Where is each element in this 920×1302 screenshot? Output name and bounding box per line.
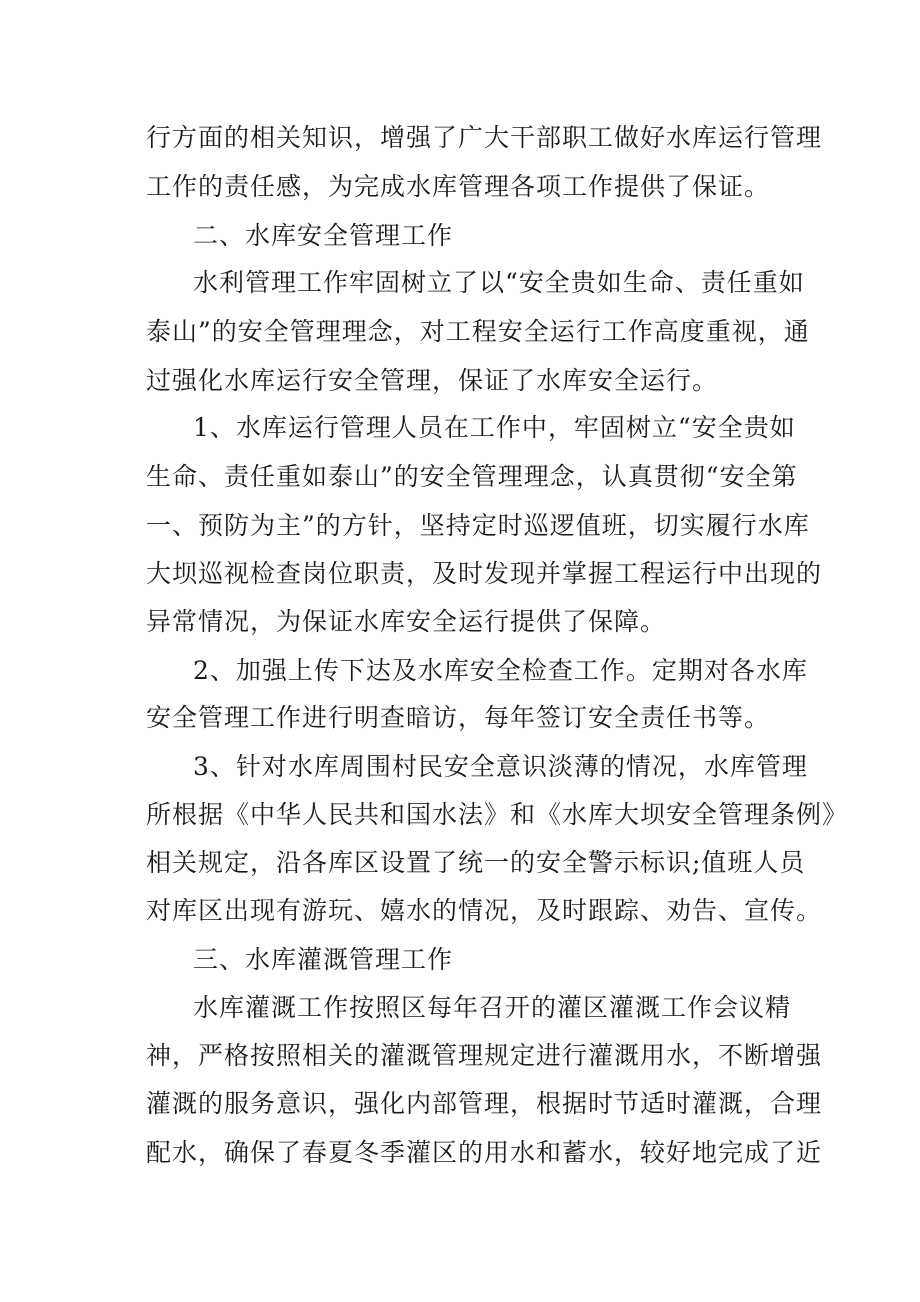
text-line: 一、预防为主”的方针，坚持定时巡逻值班，切实履行水库 xyxy=(146,511,810,540)
text-line: 安全管理工作进行明查暗访，每年签订安全责任书等。 xyxy=(146,703,771,732)
text-line: 1、水库运行管理人员在工作中，牢固树立“安全贵如 xyxy=(193,413,796,442)
section-heading: 三、水库灌溉管理工作 xyxy=(193,945,454,974)
text-line: 神，严格按照相关的灌溉管理规定进行灌溉用水，不断增强 xyxy=(146,1041,823,1070)
text-line: 工作的责任感，为完成水库管理各项工作提供了保证。 xyxy=(146,172,771,201)
text-line: 灌溉的服务意识，强化内部管理，根据时节适时灌溉，合理 xyxy=(146,1089,823,1118)
text-line: 过强化水库运行安全管理，保证了水库安全运行。 xyxy=(146,366,719,395)
text-line: 相关规定，沿各库区设置了统一的安全警示标识;值班人员 xyxy=(146,848,806,877)
text-line: 对库区出现有游玩、嬉水的情况，及时跟踪、劝告、宣传。 xyxy=(146,896,823,925)
text-line: 生命、责任重如泰山”的安全管理理念，认真贯彻“安全第 xyxy=(146,462,798,491)
text-line: 行方面的相关知识，增强了广大干部职工做好水库运行管理 xyxy=(146,123,823,152)
text-line: 3、针对水库周围村民安全意识淡薄的情况，水库管理 xyxy=(193,752,808,781)
text-line: 异常情况，为保证水库安全运行提供了保障。 xyxy=(146,607,667,636)
section-heading: 二、水库安全管理工作 xyxy=(193,221,454,250)
text-line: 大坝巡视检查岗位职责，及时发现并掌握工程运行中出现的 xyxy=(146,559,823,588)
text-line: 水利管理工作牢固树立了以“安全贵如生命、责任重如 xyxy=(193,268,805,297)
text-line: 泰山”的安全管理理念，对工程安全运行工作高度重视，通 xyxy=(146,317,810,346)
text-line: 2、加强上传下达及水库安全检查工作。定期对各水库 xyxy=(193,656,808,685)
text-line: 水库灌溉工作按照区每年召开的灌区灌溉工作会议精 xyxy=(193,993,792,1022)
text-line: 所根据《中华人民共和国水法》和《水库大坝安全管理条例》 xyxy=(146,800,849,829)
text-line: 配水，确保了春夏冬季灌区的用水和蓄水，较好地完成了近 xyxy=(146,1138,823,1167)
